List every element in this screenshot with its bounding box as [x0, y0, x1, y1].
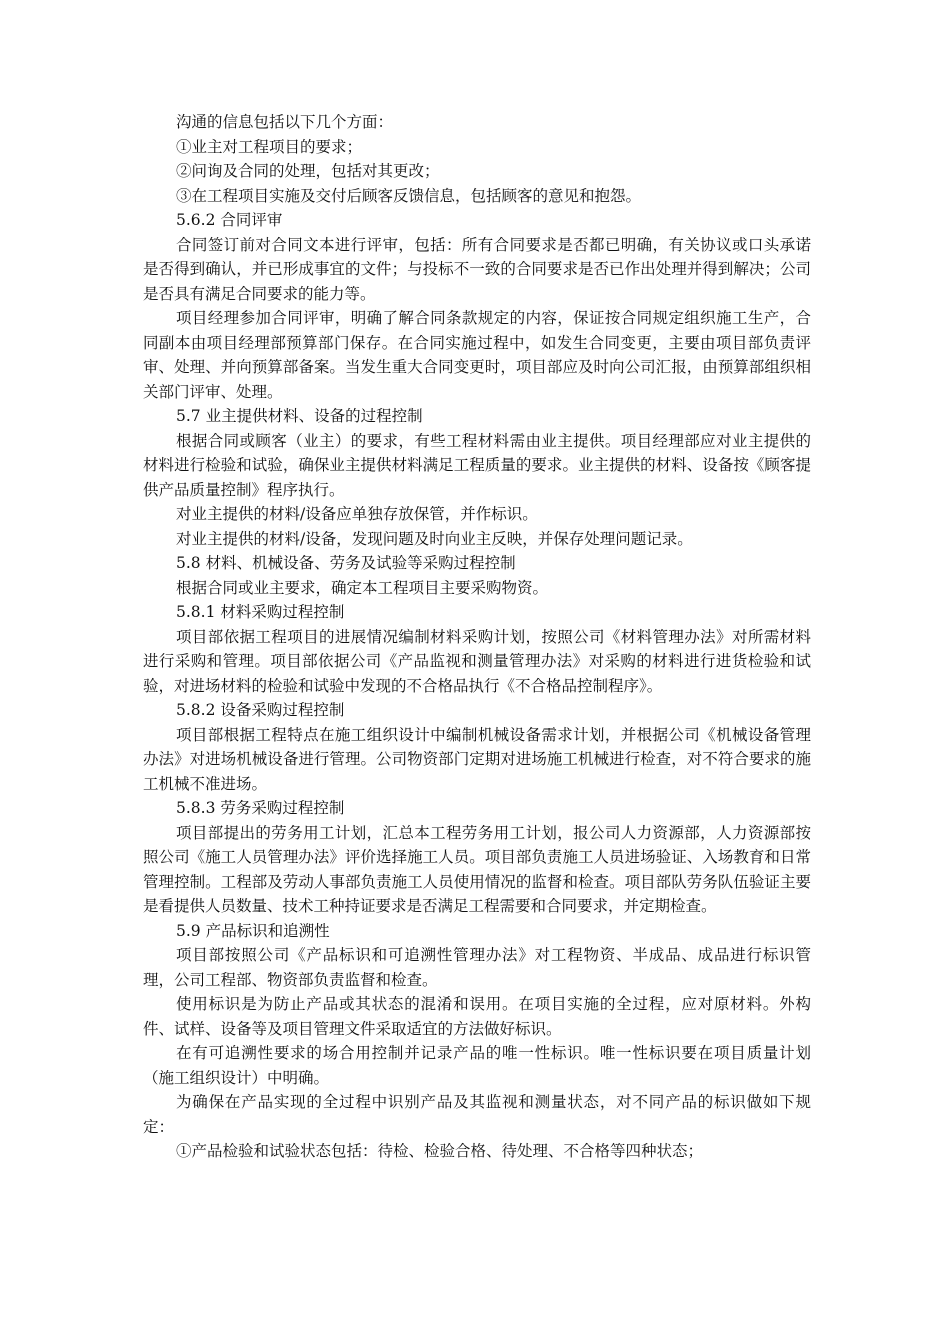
section-heading: 5.8 材料、机械设备、劳务及试验等采购过程控制	[176, 554, 516, 572]
document-body	[143, 110, 811, 1164]
section-heading: 5.8.3 劳务采购过程控制	[176, 799, 345, 817]
paragraph: 项目部根据工程特点在施工组织设计中编制机械设备需求计划，并根据公司《机械设备管理办法》对进场机械设备进行管理。公司物资部门定期对进场施工机械进行检查，对不符合要求的施工机械不准进场。	[143, 725, 811, 793]
paragraph: 根据合同或顾客（业主）的要求，有些工程材料需由业主提供。项目经理部应对业主提供的材料进行检验和试验，确保业主提供材料满足工程质量的要求。业主提供的材料、设备按《顾客提供产品质量控制》程序执行。	[143, 431, 811, 499]
list-item: ②问询及合同的处理，包括对其更改；	[176, 162, 440, 180]
list-item: ①业主对工程项目的要求；	[176, 137, 363, 156]
paragraph: 项目部提出的劳务用工计划，汇总本工程劳务用工计划，报公司人力资源部，人力资源部按照公司《施工人员管理办法》评价选择施工人员。项目部负责施工人员进场验证、入场教育和日常管理控制。工程部及劳动人事部负责施工人员使用情况的监督和检查。项目部队劳务队伍验证主要是看提供人员数量、技术工种持证要求是否满足工程需要和合同要求，并定期检查。	[143, 823, 811, 915]
paragraph: 沟通的信息包括以下几个方面：	[176, 113, 394, 131]
section-heading: 5.7 业主提供材料、设备的过程控制	[176, 407, 423, 425]
paragraph: 项目经理参加合同评审，明确了解合同条款规定的内容，保证按合同规定组织施工生产，合同副本由项目经理部预算部门保存。在合同实施过程中，如发生合同变更，主要由项目部负责评审、处理、并向预算部备案。当发生重大合同变更时，项目部应及时向公司汇报，由预算部组织相关部门评审、处理。	[143, 309, 811, 401]
paragraph: 根据合同或业主要求，确定本工程项目主要采购物资。	[176, 578, 549, 597]
list-item: ①产品检验和试验状态包括：待检、检验合格、待处理、不合格等四种状态；	[176, 1142, 704, 1160]
paragraph: 对业主提供的材料/设备，发现问题及时向业主反映，并保存处理问题记录。	[176, 529, 693, 548]
paragraph: 对业主提供的材料/设备应单独存放保管，并作标识。	[176, 505, 538, 523]
section-heading: 5.8.2 设备采购过程控制	[176, 701, 345, 719]
section-heading: 5.6.2 合同评审	[176, 211, 283, 229]
paragraph: 使用标识是为防止产品或其状态的混淆和误用。在项目实施的全过程，应对原材料。外构件、试样、设备等及项目管理文件采取适宜的方法做好标识。	[143, 995, 811, 1038]
paragraph: 项目部依据工程项目的进展情况编制材料采购计划，按照公司《材料管理办法》对所需材料进行采购和管理。项目部依据公司《产品监视和测量管理办法》对采购的材料进行进货检验和试验，对进场材料的检验和试验中发现的不合格品执行《不合格品控制程序》。	[143, 627, 811, 695]
section-heading: 5.9 产品标识和追溯性	[176, 921, 330, 940]
paragraph: 为确保在产品实现的全过程中识别产品及其监视和测量状态，对不同产品的标识做如下规定：	[143, 1093, 811, 1136]
section-heading: 5.8.1 材料采购过程控制	[176, 603, 345, 621]
paragraph: 在有可追溯性要求的场合用控制并记录产品的唯一性标识。唯一性标识要在项目质量计划（施工组织设计）中明确。	[143, 1044, 811, 1087]
paragraph: 合同签订前对合同文本进行评审，包括：所有合同要求是否都已明确，有关协议或口头承诺是否得到确认，并已形成事宜的文件；与投标不一致的合同要求是否已作出处理并得到解决；公司是否具有满足合同要求的能力等。	[143, 235, 811, 303]
list-item: ③在工程项目实施及交付后顾客反馈信息，包括顾客的意见和抱怨。	[176, 186, 642, 205]
paragraph: 项目部按照公司《产品标识和可追溯性管理办法》对工程物资、半成品、成品进行标识管理，公司工程部、物资部负责监督和检查。	[143, 946, 811, 989]
